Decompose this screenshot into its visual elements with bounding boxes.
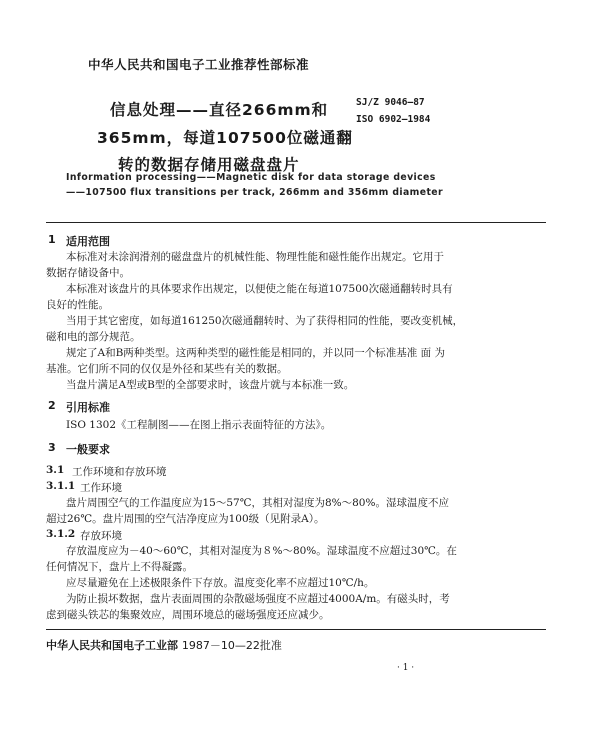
paragraph-cont: 虑到磁头铁芯的集聚效应，周围环境总的磁场强度还应减少。 [46,609,330,621]
header-divider [46,222,546,223]
paragraph: 为防止损坏数据，盘片表面周围的杂散磁场强度不应超过4000A/m。有磁头时，考 [66,593,450,605]
approver: 中华人民共和国电子工业部 [46,639,178,652]
section-2-number: 2 [48,399,56,412]
paragraph: 本标准对该盘片的具体要求作出规定，以便使之能在每道107500次磁通翻转时具有 [66,283,453,295]
standard-code: SJ/Z 9046—87 [356,97,425,108]
paragraph-cont: 基准。它们所不同的仅仅是外径和某些有关的数据。 [46,363,288,375]
paragraph: 存放温度应为－40～60℃，其相对湿度为８%～80%。湿球温度不应超过30℃。在 [66,545,457,557]
title-zh-line2: 365mm，每道107500位磁通翻 [97,129,353,147]
section-3-number: 3 [48,441,56,454]
paragraph: 当用于其它密度，如每道161250次磁通翻转时、为了获得相同的性能，要改变机械， [66,315,464,327]
title-en-line2: ——107500 flux transitions per track, 266mm and 356mm diameter [66,187,443,198]
subsection-3-1-1-heading: 工作环境 [80,482,122,494]
subsection-3-1-heading: 工作环境和存放环境 [72,466,167,478]
section-1-number: 1 [48,233,56,246]
paragraph-cont: 数据存储设备中。 [46,267,130,279]
subsection-3-1-1-number: 3.1.1 [46,480,76,492]
subsection-3-1-number: 3.1 [46,464,65,476]
subsection-3-1-2-number: 3.1.2 [46,528,76,540]
paragraph: 规定了A和B两种类型。这两种类型的磁性能是相同的，并以同一个标准基准 面 为 [66,347,445,359]
paragraph-cont: 良好的性能。 [46,299,109,311]
paragraph-cont: 任何情况下，盘片上不得凝露。 [46,561,193,573]
title-en-line1: Information processing——Magnetic disk for data storage devices [66,172,436,183]
title-zh-line3: 转的数据存储用磁盘盘片 [118,156,300,174]
page-number: · 1 · [397,663,415,673]
paragraph: 本标准对未涂润滑剂的磁盘盘片的机械性能、物理性能和磁性能作出规定。它用于 [66,251,444,263]
title-zh-line1: 信息处理——直径266mm和 [110,101,329,119]
approval-line [46,637,282,653]
section-1-heading: 适用范围 [66,235,110,248]
iso-code: ISO 6902—1984 [356,114,431,125]
section-3-heading: 一般要求 [66,443,110,456]
subsection-3-1-2-heading: 存放环境 [80,530,122,542]
approval-date: 1987－10—22批准 [181,639,282,652]
paragraph: 当盘片满足A型或B型的全部要求时，该盘片就与本标准一致。 [66,379,355,391]
referenced-standard: ISO 1302《工程制图——在图上指示表面特征的方法》。 [66,419,332,431]
paragraph-cont: 磁和电的部分规范。 [46,331,141,343]
paragraph-cont: 超过26℃。盘片周围的空气洁净度应为100级（见附录A）。 [46,513,325,525]
paragraph: 盘片周围空气的工作温度应为15～57℃，其相对湿度为8%～80%。湿球温度不应 [66,497,449,509]
section-2-heading: 引用标准 [66,401,110,414]
issuer-header: 中华人民共和国电子工业推荐性部标准 [88,57,310,72]
paragraph: 应尽量避免在上述极限条件下存放。温度变化率不应超过10℃/h。 [66,577,375,589]
footer-divider [46,629,546,630]
